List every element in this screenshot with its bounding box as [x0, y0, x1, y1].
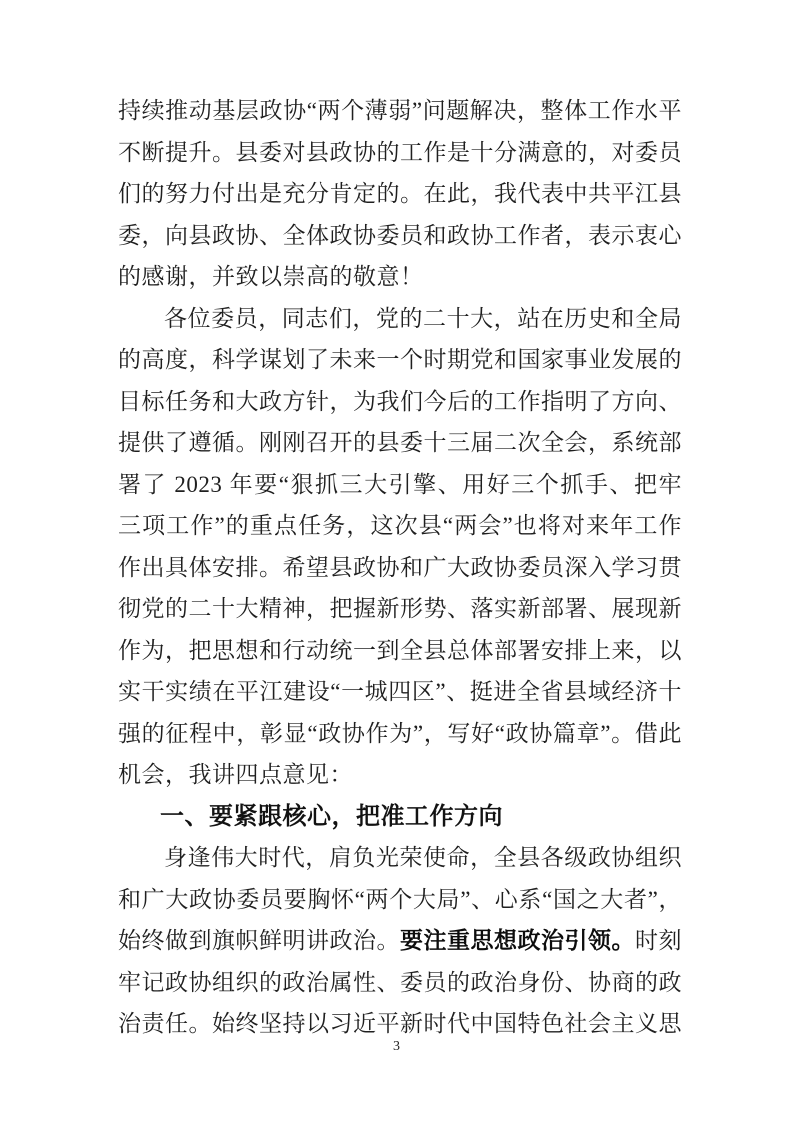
page-text-area — [118, 90, 682, 1045]
paragraph-continuation: 持续推动基层政协“两个薄弱”问题解决，整体工作水平不断提升。县委对县政协的工作是十分满意的，对委员们的努力付出是充分肯定的。在此，我代表中共平江县委，向县政协、全体政协委员和政协工作者，表示衷心的感谢，并致以崇高的敬意！ — [118, 98, 682, 289]
section-heading: 一、要紧跟核心，把准工作方向 — [160, 802, 503, 830]
paragraph-text-run: 时刻牢记政协组织的政治属性、委员的政治身份、协商的政治责任。始终坚持以习近平新时代中国特色社会主义思 — [118, 928, 682, 1036]
paragraph-text-run: 身逢伟大时代，肩负光荣使命，全县各级政协组织和广大政协委员要胸怀“两个大局”、心系“国之大者”，始终做到旗帜鲜明讲政治。 — [118, 845, 682, 953]
paragraph: 各位委员，同志们，党的二十大，站在历史和全局的高度，科学谋划了未来一个时期党和国家事业发展的目标任务和大政方针，为我们今后的工作指明了方向、提供了遵循。刚刚召开的县委十三届二次全会，系统部署了 2023 年要“狠抓三大引擎、用好三个抓手、把牢三项工作”的重点任务，这次县“两会”也将对来年工作作出具体安排。希望县政协和广大政协委员深入学习贯彻党的二十大精神，把握新形势、落实新部署、展现新作为，把思想和行动统一到全县总体部署安排上来，以实干实绩在平江建设“一城四区”、挺进全省县域经济十强的征程中，彰显“政协作为”，写好“政协篇章”。借此机会，我讲四点意见： — [118, 305, 682, 787]
page-number: 3 — [393, 1039, 400, 1054]
paragraph — [118, 837, 682, 1045]
emphasis-bold-text: 要注重思想政治引领。 — [400, 928, 635, 953]
